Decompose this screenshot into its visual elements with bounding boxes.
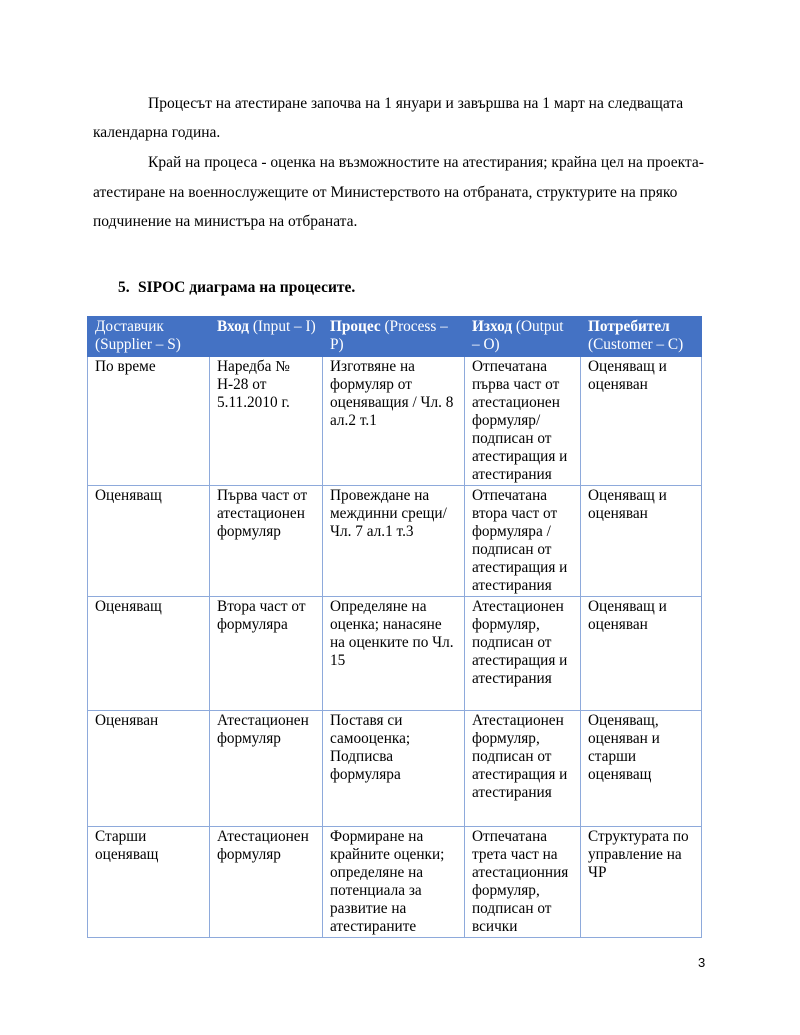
section-heading bbox=[118, 279, 355, 297]
cell-process: Формиране на крайните оценки; определяне на потенциала за развитие на атестираните bbox=[323, 827, 465, 938]
cell-input: Наредба № Н-28 от 5.11.2010 г. bbox=[210, 357, 323, 486]
sipoc-table bbox=[87, 316, 702, 938]
cell-customer: Оценяващ, оценяван и старши оценяващ bbox=[581, 711, 702, 827]
table-row bbox=[88, 357, 702, 486]
table-row bbox=[88, 486, 702, 597]
cell-customer: Оценяващ и оценяван bbox=[581, 486, 702, 597]
cell-customer: Оценяващ и оценяван bbox=[581, 357, 702, 486]
header-output: Изход (Output – O) bbox=[465, 317, 581, 357]
header-process: Процес (Process – P) bbox=[323, 317, 465, 357]
cell-input: Първа част от атестационен формуляр bbox=[210, 486, 323, 597]
table-row bbox=[88, 597, 702, 711]
table-row bbox=[88, 711, 702, 827]
cell-output: Атестационен формуляр, подписан от атестиращия и атестирания bbox=[465, 711, 581, 827]
cell-supplier: Оценяващ bbox=[88, 597, 210, 711]
cell-input: Втора част от формуляра bbox=[210, 597, 323, 711]
cell-process: Провеждане на междинни срещи/ Чл. 7 ал.1 т.3 bbox=[323, 486, 465, 597]
cell-customer: Структурата по управление на ЧР bbox=[581, 827, 702, 938]
header-customer: Потребител (Customer – C) bbox=[581, 317, 702, 357]
cell-output: Атестационен формуляр, подписан от атестиращия и атестирания bbox=[465, 597, 581, 711]
cell-input: Атестационен формуляр bbox=[210, 711, 323, 827]
cell-output: Отпечатана трета част на атестационния формуляр, подписан от всички bbox=[465, 827, 581, 938]
cell-process: Определяне на оценка; нанасяне на оценките по Чл. 15 bbox=[323, 597, 465, 711]
section-number: 5. bbox=[118, 279, 130, 296]
header-input: Вход (Input – I) bbox=[210, 317, 323, 357]
cell-process: Поставя си самооценка; Подписва формуляра bbox=[323, 711, 465, 827]
cell-customer: Оценяващ и оценяван bbox=[581, 597, 702, 711]
table-header-row bbox=[88, 317, 702, 357]
header-supplier: Доставчик (Supplier – S) bbox=[88, 317, 210, 357]
cell-output: Отпечатана първа част от атестационен формуляр/ подписан от атестиращия и атестирания bbox=[465, 357, 581, 486]
page-number: 3 bbox=[698, 955, 706, 970]
process-end-paragraph: Край на процеса - оценка на възможностите на атестирания; крайна цел на проекта- атестиране на военнослужещите от Министерството на отбраната, структурите на пряко подчинение на министъра на отбраната. bbox=[93, 154, 704, 230]
cell-input: Атестационен формуляр bbox=[210, 827, 323, 938]
cell-supplier: По време bbox=[88, 357, 210, 486]
cell-output: Отпечатана втора част от формуляра / подписан от атестиращия и атестирания bbox=[465, 486, 581, 597]
cell-process: Изготвяне на формуляр от оценяващия / Чл. 8 ал.2 т.1 bbox=[323, 357, 465, 486]
cell-supplier: Старши оценяващ bbox=[88, 827, 210, 938]
intro-paragraph: Процесът на атестиране започва на 1 януари и завършва на 1 март на следващата календарна година. bbox=[93, 95, 684, 141]
table-row bbox=[88, 827, 702, 938]
cell-supplier: Оценяващ bbox=[88, 486, 210, 597]
section-title: SIPOC диаграма на процесите. bbox=[138, 279, 356, 296]
cell-supplier: Оценяван bbox=[88, 711, 210, 827]
